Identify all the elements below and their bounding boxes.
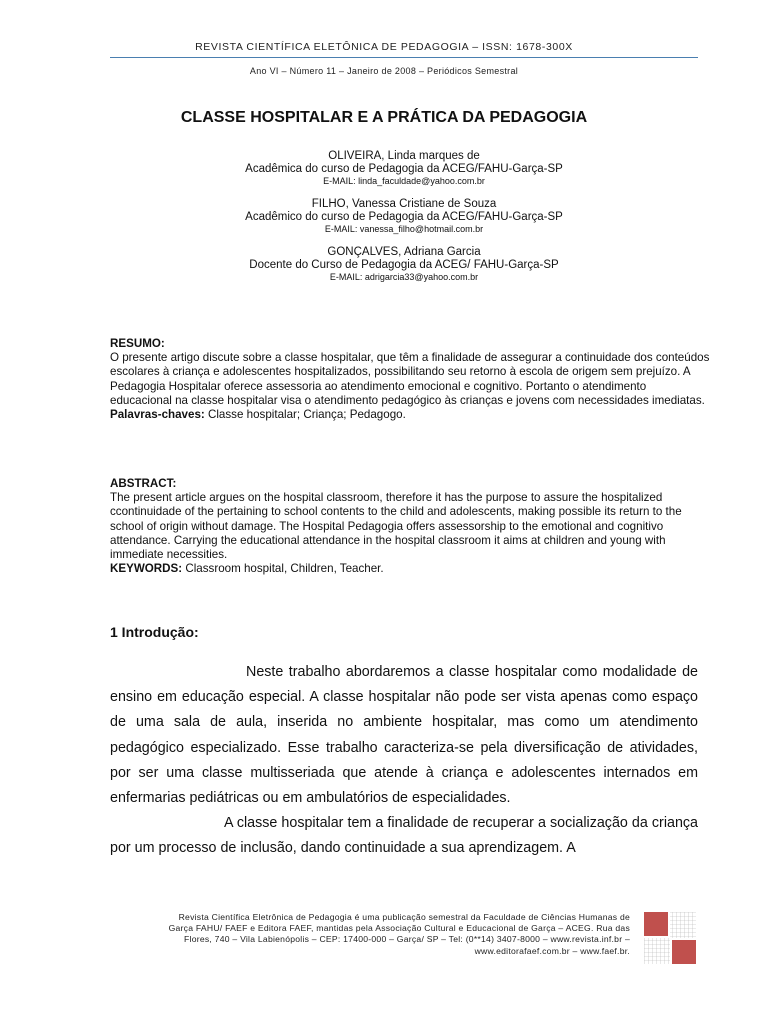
journal-logo-icon [644, 912, 696, 964]
issue-info: Ano VI – Número 11 – Janeiro de 2008 – Periódicos Semestral [249, 66, 519, 76]
logo-red-bottom [672, 940, 696, 964]
author-entry [150, 198, 658, 235]
logo-grid-top [670, 912, 696, 938]
author-list [150, 150, 658, 294]
introduction-body [110, 660, 698, 862]
author-affiliation: Docente do Curso de Pedagogia da ACEG/ FAHU-Garça-SP [249, 259, 559, 271]
resumo-section [110, 337, 710, 422]
author-email: E-MAIL: linda_faculdade@yahoo.com.br [323, 176, 485, 186]
author-affiliation: Acadêmica do curso de Pedagogia da ACEG/FAHU-Garça-SP [245, 163, 563, 175]
abstract-keywords-label: KEYWORDS: [110, 562, 183, 576]
abstract-keywords-value: Classroom hospital, Children, Teacher. [182, 562, 384, 576]
footer-note [110, 912, 630, 957]
author-name: FILHO, Vanessa Cristiane de Souza [311, 198, 497, 210]
journal-header: REVISTA CIENTÍFICA ELETÔNICA DE PEDAGOGIA – ISSN: 1678-300X [195, 41, 573, 53]
author-email: E-MAIL: vanessa_filho@hotmail.com.br [324, 224, 484, 234]
body-paragraph: Neste trabalho abordaremos a classe hospitalar como modalidade de ensino em educação especial. A classe hospitalar não pode ser vista apenas como espaço de uma sala de aula, inserida no ambiente hospitalar, mas como um atendimento pedagógico especializado. Esse trabalho caracteriza-se pela diversificação de atividades, por ser uma classe multisseriada que atende à criança e adolescentes internados em enfermarias pediátricas ou em ambulatórios de especialidades. [110, 664, 698, 807]
header-rule [110, 57, 698, 58]
abstract-section [110, 477, 710, 576]
resumo-text: O presente artigo discute sobre a classe hospitalar, que têm a finalidade de assegurar a continuidade dos conteúdos escolares à criança e adolescentes hospitalizados, possibilitando seu retorno à escola de origem sem prejuízo. A Pedagogia Hospitalar oferece assessoria ao atendimento emocional e cognitivo. Portanto o atendimento educacional na classe hospitalar visa o atendimento pedagógico às crianças e jovens com necessidades imediatas. [110, 351, 710, 407]
author-email: E-MAIL: adrigarcia33@yahoo.com.br [329, 272, 479, 282]
footer-line: Flores, 740 – Vila Labienópolis – CEP: 17400-000 – Garça/ SP – Tel: (0**14) 3407-8000 – www.revista.inf.br – [184, 934, 630, 945]
abstract-text: The present article argues on the hospital classroom, therefore it has the purpose to assure the hospitalized ccontinuidade of the pertaining to school contents to the child and adolescents, making possible its return to the school of origin without damage. The Hospital Pedagogia offers assessorship to the emotional and cognitivo attendance. Carrying the educational attendance in the hospital classroom it aims at children and young with immediate necessities. [110, 491, 682, 562]
logo-red-top [644, 912, 668, 936]
resumo-keywords-label: Palavras-chaves: [110, 408, 205, 422]
resumo-heading: RESUMO: [110, 337, 165, 350]
author-affiliation: Acadêmico do curso de Pedagogia da ACEG/FAHU-Garça-SP [245, 211, 563, 223]
footer-line: www.editorafaef.com.br – www.faef.br. [474, 945, 630, 956]
abstract-heading: ABSTRACT: [110, 477, 177, 490]
article-title: CLASSE HOSPITALAR E A PRÁTICA DA PEDAGOGIA [180, 109, 588, 126]
author-entry [150, 150, 658, 187]
section-title: 1 Introdução: [110, 624, 199, 640]
body-paragraph: A classe hospitalar tem a finalidade de recuperar a socialização da criança por um processo de inclusão, dando continuidade a sua aprendizagem. A [110, 815, 698, 857]
logo-grid-bottom [644, 938, 670, 964]
author-name: OLIVEIRA, Linda marques de [328, 150, 480, 162]
footer-line: Garça FAHU/ FAEF e Editora FAEF, mantidas pela Associação Cultural e Educacional de Garça – ACEG. Rua das [168, 923, 630, 934]
footer-line: Revista Científica Eletrônica de Pedagogia é uma publicação semestral da Faculdade de Ciências Humanas de [178, 912, 630, 922]
author-name: GONÇALVES, Adriana Garcia [327, 246, 481, 258]
abstract-keywords [110, 562, 710, 576]
resumo-keywords-value: Classe hospitalar; Criança; Pedagogo. [204, 408, 406, 422]
resumo-keywords [110, 408, 710, 422]
author-entry [150, 246, 658, 283]
